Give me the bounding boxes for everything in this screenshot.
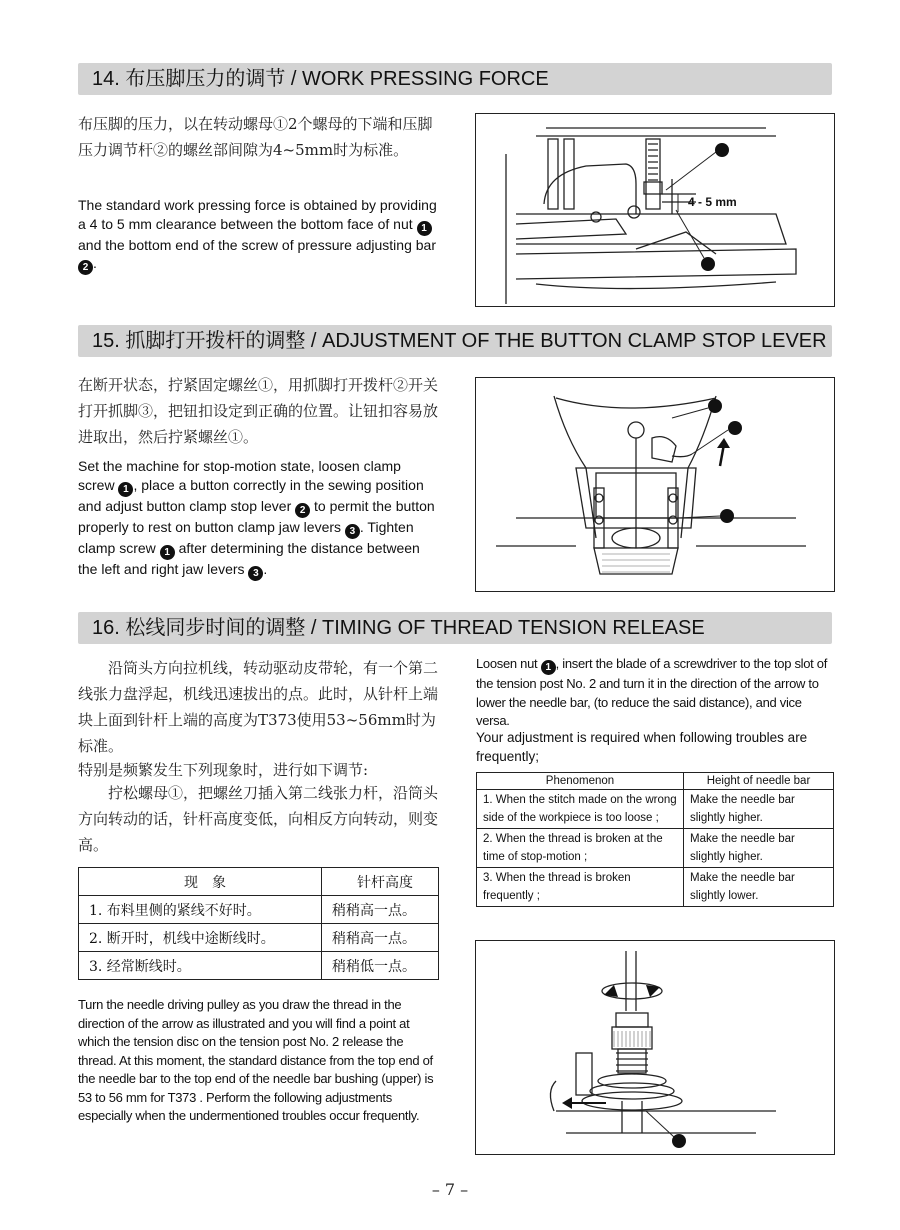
clearance-label: 4 - 5 mm — [688, 195, 737, 209]
sec16-en-part: Loosen nut — [476, 656, 541, 671]
section-16-header: 16. 松线同步时间的调整 / TIMING OF THREAD TENSION RELEASE — [78, 612, 832, 644]
callout-2-icon — [701, 257, 715, 271]
figure-button-clamp — [475, 377, 835, 592]
callout-3-icon: 3 — [248, 566, 263, 581]
table-header-cell: 现 象 — [79, 868, 322, 896]
table-header-row — [477, 773, 834, 790]
section-14-header: 14. 布压脚压力的调节 / WORK PRESSING FORCE — [78, 63, 832, 95]
table-row — [79, 924, 439, 952]
table-header-row — [79, 868, 439, 896]
table-cell: 稍稍低一点。 — [322, 952, 439, 980]
table-cell: Make the needle bar slightly higher. — [684, 829, 834, 868]
table-cell: Make the needle bar slightly higher. — [684, 790, 834, 829]
section-14-english-text — [78, 196, 438, 275]
sec15-en-part: . Tighten clamp screw — [78, 518, 414, 556]
section-15-chinese-text: 在断开状态，拧紧固定螺丝①，用抓脚打开拨杆②开关打开抓脚③，把钮扣设定到正确的位置。让钮扣容易放进取出，然后拧紧螺丝①。 — [78, 376, 439, 446]
table-row — [477, 790, 834, 829]
table-header-cell: Phenomenon — [477, 773, 684, 790]
callout-2-icon: 2 — [295, 503, 310, 518]
callout-1-icon — [672, 1134, 686, 1148]
callout-1-icon: 1 — [417, 221, 432, 236]
table-cell: 1. 布料里侧的紧线不好时。 — [79, 896, 322, 924]
sec14-en-part: The standard work pressing force is obtained by providing a 4 to 5 mm clearance between the bottom face of nut — [78, 197, 437, 232]
table-header-cell: 针杆高度 — [322, 868, 439, 896]
section-16-chinese-text-1: 沿筒头方向拉机线，转动驱动皮带轮，有一个第二线张力盘浮起，机线迅速拔出的点。此时，从针杆上端块上面到针杆上端的高度为T373使用53~56mm时为标准。 — [78, 659, 439, 755]
button-clamp-diagram — [476, 378, 834, 591]
callout-1-icon: 1 — [160, 545, 175, 560]
sec14-en-part: . — [93, 255, 97, 271]
callout-3-icon: 3 — [345, 524, 360, 539]
callout-1-icon: 1 — [541, 660, 556, 675]
section-16-english-text-right — [476, 655, 836, 731]
figure-thread-tension — [475, 940, 835, 1155]
table-cell: 1. When the stitch made on the wrong side of the workpiece is too loose ; — [477, 790, 684, 829]
section-15-english-text — [78, 457, 440, 581]
sec15-en-part: Set the machine for stop-motion state, loosen clamp screw — [78, 458, 401, 493]
section-15-header: 15. 抓脚打开拨杆的调整 / ADJUSTMENT OF THE BUTTON CLAMP STOP LEVER — [78, 325, 832, 357]
section-16-english-text-left: Turn the needle driving pulley as you draw the thread in the direction of the arrow as illustrated and you will find a point at which the tension disc on the tension post No. 2 release the thread. At this moment, the standard distance from the top end of the needle bar to the top end of the needle bar bushing (upper) is 53 to 56 mm for T373 . Perform the following adjustments especially when the undermentioned troubles occur frequently. — [78, 997, 434, 1123]
table-row — [477, 829, 834, 868]
callout-2-icon — [728, 421, 742, 435]
table-cell: 2. 断开时，机线中途断线时。 — [79, 924, 322, 952]
callout-1-icon — [715, 143, 729, 157]
callout-3-icon — [720, 509, 734, 523]
table-cell: 3. When the thread is broken frequently ; — [477, 868, 684, 907]
page-number: – 7 – — [431, 1180, 469, 1199]
section-16-english-text-right-2: Your adjustment is required when following troubles are frequently; — [476, 730, 808, 764]
callout-2-icon: 2 — [78, 260, 93, 275]
table-cell: 2. When the thread is broken at the time of stop-motion ; — [477, 829, 684, 868]
english-adjustment-table — [476, 772, 834, 907]
callout-1-icon — [708, 399, 722, 413]
thread-tension-diagram — [476, 941, 834, 1154]
table-cell: Make the needle bar slightly lower. — [684, 868, 834, 907]
section-14-chinese-text: 布压脚的压力，以在转动螺母①2个螺母的下端和压脚压力调节杆②的螺丝部间隙为4~5mm时为标准。 — [78, 115, 433, 159]
callout-1-icon: 1 — [118, 482, 133, 497]
table-row — [79, 952, 439, 980]
table-cell: 3. 经常断线时。 — [79, 952, 322, 980]
table-cell: 稍稍高一点。 — [322, 896, 439, 924]
table-cell: 稍稍高一点。 — [322, 924, 439, 952]
sec15-en-part: to permit the button properly to rest on button clamp jaw levers — [78, 497, 435, 535]
sec15-en-part: . — [263, 560, 268, 577]
section-16-chinese-text-3: 拧松螺母①，把螺丝刀插入第二线张力杆，沿筒头方向转动的话，针杆高度变低，向相反方向转动，则变高。 — [78, 784, 439, 854]
table-header-cell: Height of needle bar — [684, 773, 834, 790]
sec15-en-part: , place a button correctly in the sewing position and adjust button clamp stop lever — [78, 476, 424, 514]
pressing-force-diagram — [476, 114, 834, 306]
sec15-en-part: after determining the distance between the left and right jaw levers — [78, 539, 420, 577]
chinese-adjustment-table — [78, 867, 439, 980]
sec16-en-part: , insert the blade of a screwdriver to the top slot of the tension post No. 2 and turn it in the direction of the arrow to lower the needle bar, (to reduce the said distance), and vice versa. — [476, 656, 828, 728]
table-row — [477, 868, 834, 907]
sec14-en-part: and the bottom end of the screw of pressure adjusting bar — [78, 236, 436, 253]
table-row — [79, 896, 439, 924]
section-16-chinese-text-2: 特别是频繁发生下列现象时，进行如下调节: — [78, 761, 369, 779]
figure-pressing-force — [475, 113, 835, 307]
